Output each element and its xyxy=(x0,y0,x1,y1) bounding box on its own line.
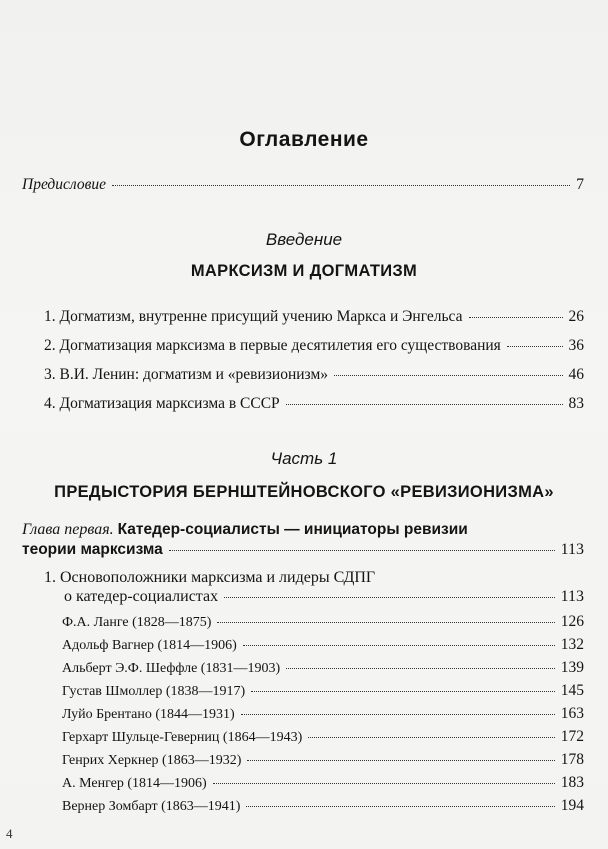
dot-leader xyxy=(469,317,563,318)
toc-entry-label: Альберт Э.Ф. Шеффле (1831—1903) xyxy=(62,661,281,676)
dot-leader xyxy=(112,185,570,186)
toc-entry-page: 172 xyxy=(560,728,584,745)
toc-entry-label: 1. Догматизм, внутренне присущий учению Маркса и Энгельса xyxy=(44,308,463,325)
toc-entry-label: Густав Шмоллер (1838—1917) xyxy=(62,684,246,699)
toc-subentry xyxy=(62,774,584,793)
intro-title: МАРКСИЗМ И ДОГМАТИЗМ xyxy=(190,262,418,280)
toc-entry-label: 4. Догматизация марксизма в СССР xyxy=(44,395,280,412)
toc-entry-page: 183 xyxy=(560,774,584,791)
toc-entry-label: Вернер Зомбарт (1863—1941) xyxy=(62,799,241,814)
dot-leader xyxy=(286,404,563,405)
toc-entry-page: 145 xyxy=(560,682,584,699)
toc-subentry xyxy=(62,751,584,770)
toc-entry-page: 36 xyxy=(568,337,584,354)
toc-entry-page: 26 xyxy=(568,308,584,325)
dot-leader xyxy=(507,346,563,347)
chapter-title-line1: Катедер-социалисты — инициаторы ревизии xyxy=(117,521,468,538)
chapter-entry xyxy=(22,520,584,559)
toc-entry-label: 3. В.И. Ленин: догматизм и «ревизионизм» xyxy=(44,366,329,383)
toc-entry-preface xyxy=(22,176,584,195)
toc-entry-page: 139 xyxy=(560,659,584,676)
section-entry xyxy=(44,568,584,606)
toc-subentry xyxy=(62,636,584,655)
dot-leader xyxy=(213,783,555,784)
toc-entry-label: 2. Догматизация марксизма в первые десятилетия его существования xyxy=(44,337,501,354)
toc-heading: Оглавление xyxy=(239,128,369,151)
chapter-title-line2: теории марксизма xyxy=(22,540,163,558)
toc-subentry xyxy=(62,797,584,816)
toc-entry xyxy=(44,308,584,327)
dot-leader xyxy=(241,714,555,715)
toc-entry-label: Генрих Херкнер (1863—1932) xyxy=(62,753,242,768)
intro-label: Введение xyxy=(265,230,343,249)
dot-leader xyxy=(169,550,555,551)
toc-entry-page: 132 xyxy=(560,636,584,653)
section-title-line1: 1. Основоположники марксизма и лидеры СДПГ xyxy=(44,569,376,586)
toc-entry-page: 7 xyxy=(576,176,584,193)
toc-entry-page: 194 xyxy=(560,797,584,814)
toc-entry-label: Предисловие xyxy=(22,176,106,193)
dot-leader xyxy=(251,691,555,692)
page-number: 4 xyxy=(6,826,13,841)
toc-entry-label: Адольф Вагнер (1814—1906) xyxy=(62,638,237,653)
dot-leader xyxy=(243,645,555,646)
toc-entry xyxy=(44,337,584,356)
part-label: Часть 1 xyxy=(270,449,338,468)
toc-entry xyxy=(44,395,584,414)
toc-entry-page: 178 xyxy=(560,751,584,768)
dot-leader xyxy=(308,737,555,738)
dot-leader xyxy=(246,806,554,807)
dot-leader xyxy=(224,597,555,598)
toc-subentry xyxy=(62,705,584,724)
toc-entry-label: А. Менгер (1814—1906) xyxy=(62,776,207,791)
toc-entry-page: 113 xyxy=(560,588,584,606)
toc-entry-label: Герхарт Шульце-Геверниц (1864—1943) xyxy=(62,730,303,745)
toc-entry-page: 83 xyxy=(568,395,584,412)
toc-entry-page: 163 xyxy=(560,705,584,722)
toc-entry-page: 126 xyxy=(560,613,584,630)
dot-leader xyxy=(217,622,554,623)
toc-entry-label: Луйо Брентано (1844—1931) xyxy=(62,707,235,722)
toc-entry-label: Ф.А. Ланге (1828—1875) xyxy=(62,615,212,630)
part-title: ПРЕДЫСТОРИЯ БЕРНШТЕЙНОВСКОГО «РЕВИЗИОНИЗМА» xyxy=(54,483,554,501)
toc-entry xyxy=(44,366,584,385)
toc-subentry xyxy=(62,659,584,678)
toc-entry-page: 113 xyxy=(560,540,584,558)
toc-subentry xyxy=(62,613,584,632)
dot-leader xyxy=(334,375,562,376)
toc-subentry xyxy=(62,728,584,747)
chapter-prefix: Глава первая. xyxy=(22,521,114,538)
dot-leader xyxy=(286,668,555,669)
section-title-line2: о катедер-социалистах xyxy=(64,588,219,606)
dot-leader xyxy=(247,760,554,761)
toc-entry-page: 46 xyxy=(568,366,584,383)
toc-subentry xyxy=(62,682,584,701)
